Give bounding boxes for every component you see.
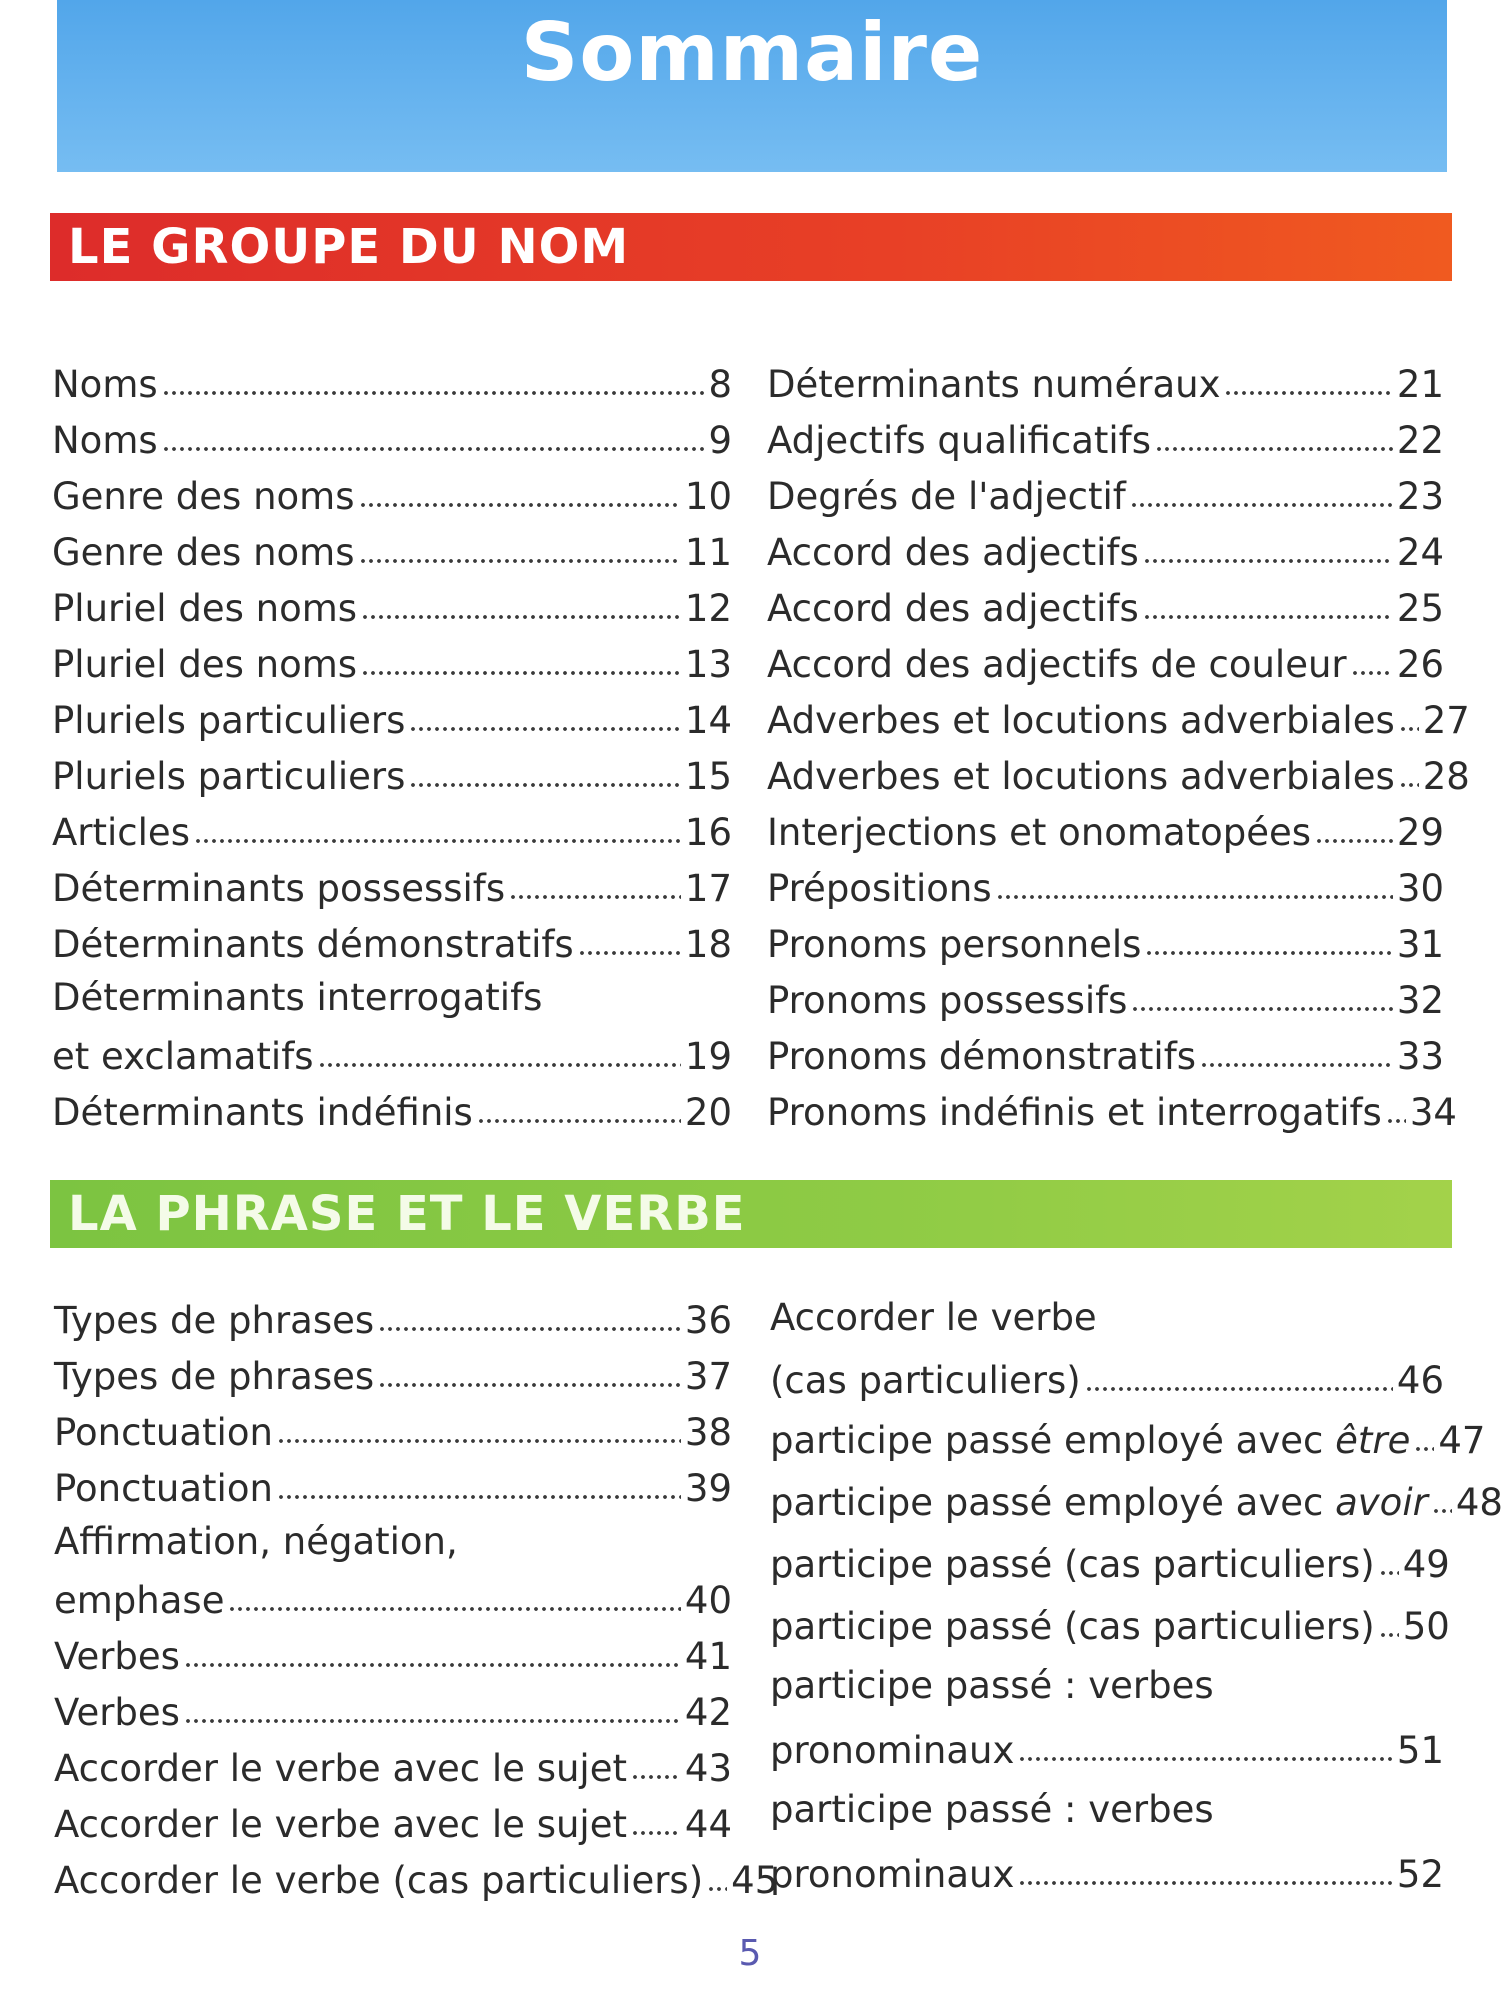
toc-entry-page: 36 — [684, 1299, 732, 1343]
toc-entry-label-text: Noms — [52, 419, 158, 463]
toc-entry-label-line1: Déterminants interrogatifs — [52, 976, 543, 1019]
toc-entry[interactable] — [54, 1354, 732, 1398]
toc-entry-label — [770, 1545, 1375, 1586]
toc-entry-label-line1: participe passé : verbes — [770, 1664, 1214, 1707]
toc-entry-label-text: Pluriel des noms — [52, 587, 358, 631]
dot-leader — [1379, 1604, 1399, 1639]
toc-entry[interactable] — [770, 1542, 1450, 1587]
toc-entry[interactable] — [54, 1858, 779, 1903]
toc-entry-label-text: et exclamatifs — [52, 1035, 314, 1079]
dot-leader — [277, 1466, 681, 1501]
section-heading-phrase-et-verbe: LA PHRASE ET LE VERBE — [50, 1180, 1452, 1248]
toc-entry-label-text: Accorder le verbe avec le sujet — [54, 1747, 627, 1791]
dot-leader — [1414, 1418, 1434, 1453]
toc-entry-page: 18 — [684, 923, 732, 967]
toc-entry-page: 49 — [1402, 1543, 1450, 1587]
toc-entry-page: 34 — [1409, 1091, 1457, 1135]
section-heading-groupe-du-nom: LE GROUPE DU NOM — [50, 213, 1452, 281]
toc-entry[interactable] — [54, 1578, 732, 1622]
toc-entry-page: 19 — [684, 1035, 732, 1079]
toc-entry-label-text: Adverbes et locutions adverbiales — [767, 755, 1395, 799]
toc-entry-page: 38 — [684, 1411, 732, 1455]
toc-entry-label — [770, 1607, 1375, 1648]
toc-entry-label — [770, 1361, 1081, 1402]
toc-entry-page: 26 — [1396, 643, 1444, 687]
toc-entry-label — [770, 1731, 1014, 1772]
toc-entry[interactable] — [770, 1852, 1444, 1896]
toc-entry-label — [54, 1749, 627, 1790]
toc-entry-label-text: Déterminants possessifs — [52, 867, 506, 911]
toc-entry-label-text: Pronoms personnels — [767, 923, 1142, 967]
toc-entry-page: 22 — [1396, 419, 1444, 463]
toc-entry-label-text: Verbes — [54, 1691, 180, 1735]
toc-entry[interactable] — [770, 1418, 1486, 1463]
toc-entry-label-text: Accorder le verbe (cas particuliers) — [54, 1859, 704, 1903]
toc-entry-label-text: Interjections et onomatopées — [767, 811, 1312, 855]
toc-entry-label-text: Déterminants numéraux — [767, 363, 1221, 407]
toc-entry[interactable] — [770, 1480, 1503, 1525]
toc-entry-page: 48 — [1455, 1481, 1503, 1525]
toc-entry-page: 14 — [684, 699, 732, 743]
toc-entry-label-text: Types de phrases — [54, 1355, 375, 1399]
toc-entry[interactable] — [54, 1466, 732, 1510]
toc-entry-label-text: Degrés de l'adjectif — [767, 475, 1126, 519]
toc-entry-label-text: Accorder le verbe avec le sujet — [54, 1803, 627, 1847]
dot-leader — [1085, 1358, 1393, 1393]
page-title: Sommaire — [520, 6, 984, 99]
toc-entry[interactable] — [770, 1358, 1444, 1402]
toc-entry-label-text: Articles — [52, 811, 190, 855]
toc-entry-label-line1: Accorder le verbe — [770, 1296, 1097, 1339]
toc-entry-label — [54, 1637, 180, 1678]
toc-entry-page: 11 — [684, 531, 732, 575]
toc-entry-label-text: Pronoms indéfinis et interrogatifs — [767, 1091, 1382, 1135]
toc-entry-page: 51 — [1396, 1729, 1444, 1773]
toc-entry-label — [770, 1483, 1428, 1524]
toc-entry-label-text: Ponctuation — [54, 1467, 273, 1511]
dot-leader — [1432, 1480, 1452, 1515]
dot-leader — [378, 1298, 681, 1333]
toc-entry-label-text: participe passé (cas particuliers) — [770, 1605, 1375, 1649]
toc-entry-label-text: Adjectifs qualificatifs — [767, 419, 1151, 463]
toc-entry-label — [54, 1861, 703, 1902]
toc-entry-page: 25 — [1396, 587, 1444, 631]
dot-leader — [378, 1354, 681, 1389]
dot-leader — [631, 1802, 681, 1837]
toc-entry-label-text: Adverbes et locutions adverbiales — [767, 699, 1395, 743]
toc-entry[interactable] — [770, 1604, 1450, 1649]
toc-entry-page: 47 — [1438, 1419, 1486, 1463]
toc-entry-label-text: participe passé employé avec — [770, 1419, 1336, 1463]
toc-entry-label-text: participe passé employé avec — [770, 1481, 1336, 1525]
toc-entry-label-text: (cas particuliers) — [770, 1359, 1081, 1403]
toc-entry-label-text: Verbes — [54, 1635, 180, 1679]
toc-entry[interactable] — [54, 1634, 732, 1678]
toc-entry-label — [54, 1581, 224, 1622]
toc-entry-page: 29 — [1396, 811, 1444, 855]
toc-entry-label-text: Déterminants démonstratifs — [52, 923, 574, 967]
toc-entry[interactable] — [770, 1728, 1444, 1772]
toc-entry-page: 44 — [684, 1803, 732, 1847]
toc-entry-label-text: Pluriel des noms — [52, 643, 358, 687]
toc-entry-label-text: Genre des noms — [52, 531, 355, 575]
toc-entry-page: 9 — [708, 419, 732, 463]
toc-entry-page: 13 — [684, 643, 732, 687]
dot-leader — [184, 1690, 681, 1725]
toc-entry-label-emphasis: être — [1335, 1419, 1411, 1463]
toc-entry-page: 17 — [684, 867, 732, 911]
toc-entry[interactable] — [54, 1298, 732, 1342]
toc-entry-label — [54, 1805, 627, 1846]
toc-entry-label-emphasis: avoir — [1335, 1481, 1428, 1525]
dot-leader — [184, 1634, 681, 1669]
toc-entry[interactable] — [54, 1802, 732, 1846]
toc-entry-label — [54, 1301, 374, 1342]
dot-leader — [277, 1410, 681, 1445]
toc-entry-label-text: Genre des noms — [52, 475, 355, 519]
toc-entry-page: 15 — [684, 755, 732, 799]
toc-entry-page: 39 — [684, 1467, 732, 1511]
dot-leader — [707, 1858, 727, 1893]
toc-entry-label — [770, 1855, 1014, 1896]
dot-leader — [1018, 1852, 1393, 1887]
toc-entry-label-text: Accord des adjectifs de couleur — [767, 643, 1347, 687]
toc-entry-label-text: Ponctuation — [54, 1411, 273, 1455]
toc-entry-page: 32 — [1396, 979, 1444, 1023]
toc-entry-label-text: Accord des adjectifs — [767, 587, 1139, 631]
toc-entry-label-text: pronominaux — [770, 1729, 1015, 1773]
toc-entry-label-line1: Affirmation, négation, — [54, 1520, 458, 1563]
toc-entry-label — [770, 1421, 1410, 1462]
toc-entry-page: 33 — [1396, 1035, 1444, 1079]
toc-entry-page: 23 — [1396, 475, 1444, 519]
toc-entry-page: 28 — [1422, 755, 1470, 799]
toc-entry[interactable] — [54, 1746, 732, 1790]
toc-entry-page: 24 — [1396, 531, 1444, 575]
toc-entry-label-text: Pronoms démonstratifs — [767, 1035, 1197, 1079]
toc-entry-page: 50 — [1402, 1605, 1450, 1649]
toc-entry-page: 37 — [684, 1355, 732, 1399]
toc-entry-page: 43 — [684, 1747, 732, 1791]
toc-entry-page: 31 — [1396, 923, 1444, 967]
toc-entry-page: 10 — [684, 475, 732, 519]
toc-entry-label-text: pronominaux — [770, 1853, 1015, 1897]
toc-entry-page: 30 — [1396, 867, 1444, 911]
toc-entry-page: 52 — [1396, 1853, 1444, 1897]
toc-entry-label — [54, 1469, 273, 1510]
dot-leader — [631, 1746, 681, 1781]
toc-entry-label-text: Noms — [52, 363, 158, 407]
toc-entry-label-text: Prépositions — [767, 867, 992, 911]
dot-leader — [228, 1578, 680, 1613]
toc-entry-label-text: Pluriels particuliers — [52, 699, 406, 743]
toc-entry-label-text: Pluriels particuliers — [52, 755, 406, 799]
dot-leader — [1379, 1542, 1399, 1577]
toc-entry-label-text: Accord des adjectifs — [767, 531, 1139, 575]
toc-entry-page: 16 — [684, 811, 732, 855]
toc-entry-label-text: Types de phrases — [54, 1299, 375, 1343]
toc-entry[interactable] — [54, 1410, 732, 1454]
toc-entry-page: 42 — [684, 1691, 732, 1735]
toc-entry-page: 40 — [684, 1579, 732, 1623]
toc-entry-label — [54, 1357, 374, 1398]
toc-entry-page: 20 — [684, 1091, 732, 1135]
toc-entry-label-text: Pronoms possessifs — [767, 979, 1128, 1023]
toc-entry-page: 27 — [1422, 699, 1470, 743]
toc-entry-page: 46 — [1396, 1359, 1444, 1403]
toc-entry-page: 41 — [684, 1635, 732, 1679]
toc-entry-page: 12 — [684, 587, 732, 631]
toc-entry-label-text: participe passé (cas particuliers) — [770, 1543, 1375, 1587]
page-number: 5 — [738, 1933, 762, 1974]
toc-entry-page: 21 — [1396, 363, 1444, 407]
toc-entry-label-text: emphase — [54, 1579, 225, 1623]
toc-entry[interactable] — [54, 1690, 732, 1734]
toc-entry-label-text: Déterminants indéfinis — [52, 1091, 473, 1135]
toc-entry-label — [54, 1693, 180, 1734]
toc-entry-page: 8 — [708, 363, 732, 407]
toc-entry-label — [54, 1413, 273, 1454]
toc-entry-page: 45 — [731, 1859, 779, 1903]
toc-entry-label-line1: participe passé : verbes — [770, 1788, 1214, 1831]
dot-leader — [1018, 1728, 1393, 1763]
